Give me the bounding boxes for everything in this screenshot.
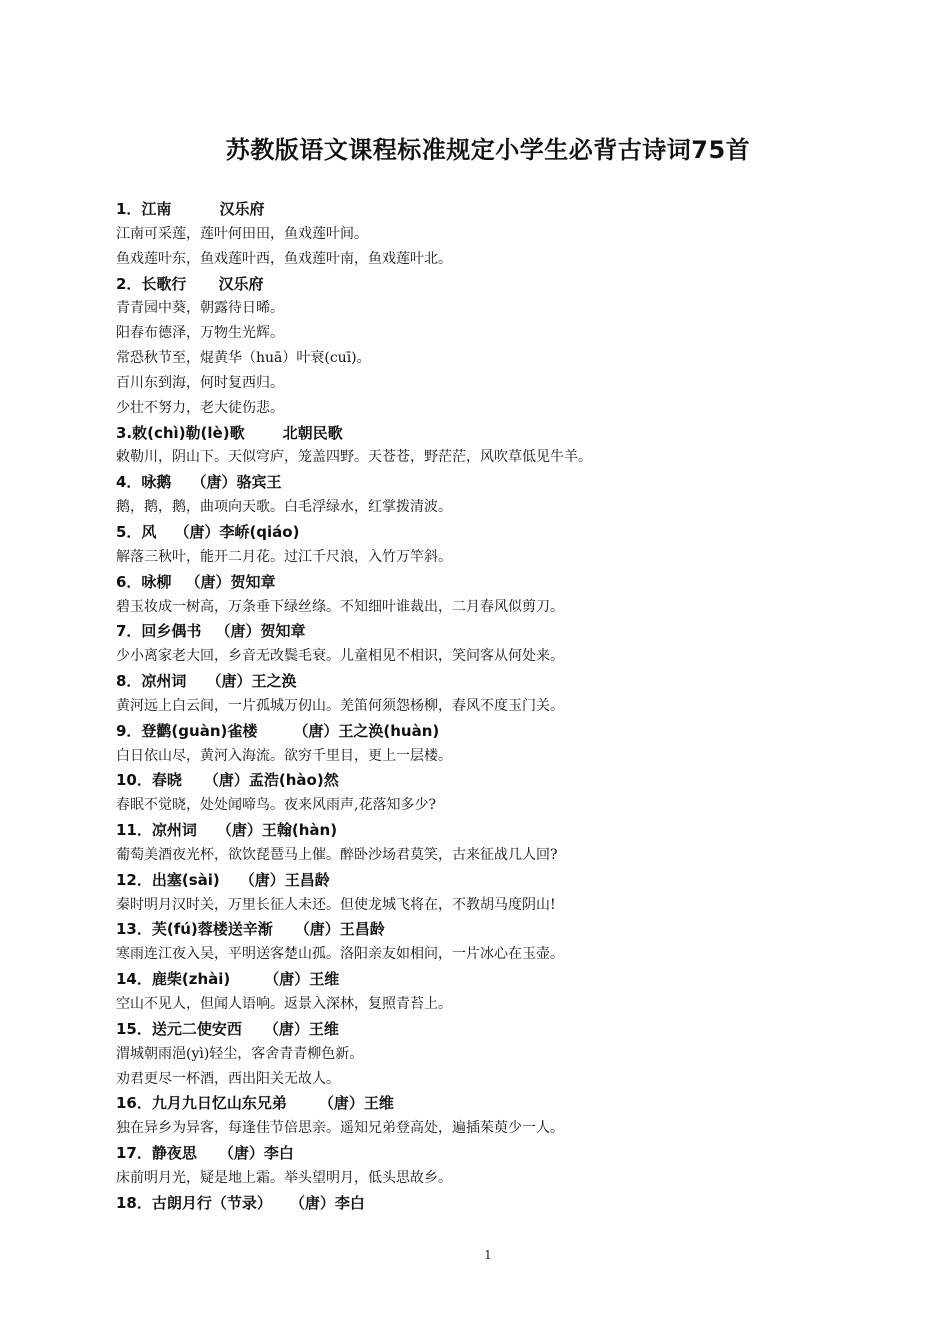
poem-author: （唐）李白 xyxy=(289,1193,365,1212)
poem-author: 汉乐府 xyxy=(219,200,265,218)
poem-title: 13．芙(fú)蓉楼送辛渐 xyxy=(116,920,273,939)
poem-author: （唐）贺知章 xyxy=(185,572,276,591)
poem-verse-line: 鹅，鹅，鹅，曲项向天歌。白毛浮绿水，红掌拨清波。 xyxy=(116,499,452,516)
poem-verse-line: 少小离家老大回，乡音无改鬓毛衰。儿童相见不相识，笑问客从何处来。 xyxy=(116,648,564,665)
poem-title: 12．出塞(sài) xyxy=(116,870,220,889)
poem-verse-line: 黄河远上白云间，一片孤城万仞山。羌笛何须怨杨柳，春风不度玉门关。 xyxy=(116,697,564,714)
poem-heading xyxy=(116,570,876,595)
poem-title: 17．静夜思 xyxy=(116,1144,197,1163)
poem-heading xyxy=(116,868,876,893)
poem-heading xyxy=(116,1191,876,1216)
document-title: 苏教版语文课程标准规定小学生必背古诗词75首 xyxy=(225,136,751,164)
poem-heading xyxy=(116,421,876,446)
poem-author: （唐）王之涣 xyxy=(206,672,297,691)
poem-verse-line: 常恐秋节至，焜黄华（huā）叶衰(cuī)。 xyxy=(116,350,371,367)
poem-author: （唐）王维 xyxy=(264,970,340,989)
poem-verse-line: 葡萄美酒夜光杯，欲饮琵琶马上催。醉卧沙场君莫笑，古来征战几人回? xyxy=(116,846,558,863)
poem-author: （唐）李白 xyxy=(218,1144,294,1163)
poem-heading xyxy=(116,669,876,694)
poem-author: 汉乐府 xyxy=(218,274,264,293)
poem-verse-line: 敕勒川，阴山下。天似穹庐，笼盖四野。天苍苍，野茫茫，风吹草低见牛羊。 xyxy=(116,449,592,466)
poem-verse-line: 鱼戏莲叶东，鱼戏莲叶西，鱼戏莲叶南，鱼戏莲叶北。 xyxy=(116,250,452,267)
poem-author: （唐）王昌龄 xyxy=(239,870,330,889)
poem-list xyxy=(116,197,876,1216)
page-number: 1 xyxy=(484,1248,492,1262)
poem-verse-line: 百川东到海，何时复西归。 xyxy=(116,374,284,391)
poem-verse-line: 春眠不觉晓，处处闻啼鸟。夜来风雨声,花落知多少? xyxy=(116,797,436,814)
poem-author: （唐）王之涣(huàn) xyxy=(293,721,440,740)
poem-heading xyxy=(116,619,876,644)
poem-verse-line: 阳春布德泽，万物生光辉。 xyxy=(116,325,284,342)
poem-title: 7．回乡偶书 xyxy=(116,622,202,641)
poem-heading xyxy=(116,768,876,793)
poem-verse-line: 少壮不努力，老大徒伤悲。 xyxy=(116,399,284,416)
poem-heading xyxy=(116,272,876,297)
poem-heading xyxy=(116,197,876,222)
poem-verse-line: 白日依山尽，黄河入海流。欲穷千里目，更上一层楼。 xyxy=(116,747,452,764)
poem-heading xyxy=(116,917,876,942)
poem-author: （唐）骆宾王 xyxy=(191,473,282,492)
poem-author: （唐）贺知章 xyxy=(215,622,306,641)
poem-verse-line: 劝君更尽一杯酒，西出阳关无故人。 xyxy=(116,1070,340,1087)
poem-heading xyxy=(116,719,876,744)
poem-verse-line: 寒雨连江夜入吴，平明送客楚山孤。洛阳亲友如相问，一片冰心在玉壶。 xyxy=(116,946,564,963)
poem-verse-line: 空山不见人，但闻人语响。返景入深林，复照青苔上。 xyxy=(116,996,452,1012)
poem-title: 14．鹿柴(zhài) xyxy=(116,970,231,989)
poem-author: （唐）王昌龄 xyxy=(294,920,385,939)
poem-title: 15．送元二使安西 xyxy=(116,1019,242,1038)
poem-verse-line: 解落三秋叶，能开二月花。过江千尺浪，入竹万竿斜。 xyxy=(116,548,452,565)
poem-title: 8．凉州词 xyxy=(116,672,187,691)
poem-title: 16．九月九日忆山东兄弟 xyxy=(116,1094,287,1113)
poem-heading xyxy=(116,1141,876,1166)
poem-heading xyxy=(116,1017,876,1042)
poem-heading xyxy=(116,967,876,992)
poem-title: 4．咏鹅 xyxy=(116,473,172,492)
poem-heading xyxy=(116,818,876,843)
poem-title: 2．长歌行 xyxy=(116,274,187,293)
poem-author: （唐）孟浩(hào)然 xyxy=(203,771,339,790)
poem-heading xyxy=(116,470,876,495)
poem-author: （唐）李峤(qiáo) xyxy=(174,522,300,541)
poem-author: （唐）王翰(hàn) xyxy=(216,821,338,840)
poem-verse-line: 碧玉妆成一树高，万条垂下绿丝绦。不知细叶谁裁出，二月春风似剪刀。 xyxy=(116,598,564,615)
poem-verse-line: 渭城朝雨浥(yì)轻尘，客舍青青柳色新。 xyxy=(116,1045,364,1062)
poem-author: （唐）王维 xyxy=(263,1019,339,1038)
poem-title: 11．凉州词 xyxy=(116,821,197,840)
poem-author: 北朝民歌 xyxy=(282,423,343,442)
poem-title: 10．春晓 xyxy=(116,771,182,790)
poem-verse-line: 床前明月光，疑是地上霜。举头望明月，低头思故乡。 xyxy=(116,1169,452,1186)
poem-title: 5．风 xyxy=(116,522,157,541)
poem-title: 1．江南 xyxy=(116,200,172,218)
poem-verse-line: 江南可采莲，莲叶何田田，鱼戏莲叶间。 xyxy=(116,225,368,242)
poem-heading xyxy=(116,1091,876,1116)
poem-title: 18．古朗月行（节录） xyxy=(116,1193,272,1212)
poem-heading xyxy=(116,520,876,545)
poem-verse-line: 独在异乡为异客，每逢佳节倍思亲。遥知兄弟登高处，遍插茱萸少一人。 xyxy=(116,1120,564,1137)
poem-author: （唐）王维 xyxy=(318,1094,394,1113)
poem-title: 3.敕(chì)勒(lè)歌 xyxy=(116,423,245,442)
poem-title: 9．登鹳(guàn)雀楼 xyxy=(116,721,258,740)
poem-verse-line: 秦时明月汉时关，万里长征人未还。但使龙城飞将在，不教胡马度阴山! xyxy=(116,896,556,913)
poem-verse-line: 青青园中葵，朝露待日晞。 xyxy=(116,300,284,317)
poem-title: 6．咏柳 xyxy=(116,572,172,591)
